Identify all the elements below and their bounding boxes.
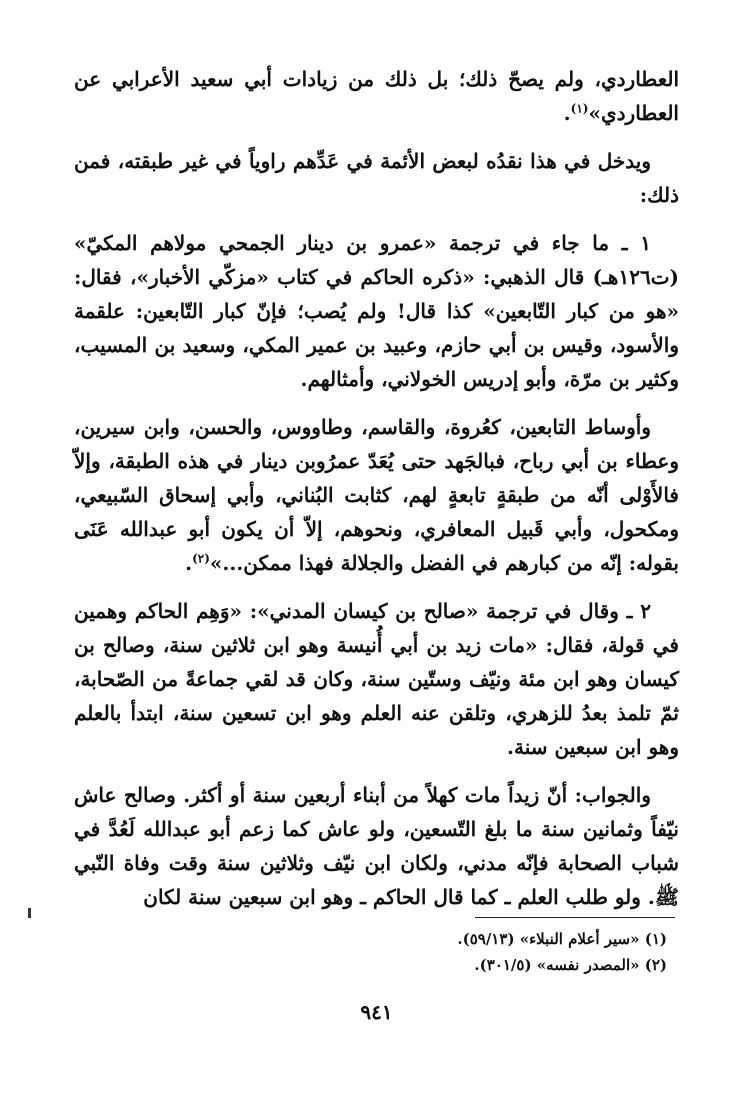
footnotes bbox=[74, 926, 667, 978]
footnote-2-text: «المصدر نفسه» (٣٠١/٥). bbox=[474, 956, 640, 974]
paragraph-6: والجواب: أنّ زيداً مات كهلاً من أبناء أربعين سنة أو أكثر. وصالح عاش نيّفاً وثمانين سنة ما بلغ التّسعين، ولو عاش كما زعم أبو عبدالله لَعُدَّ في شباب الصحابة فإنّه مدني، ولكان ابن نيّف وثلاثين سنة وقت وفاة النّبي ﷺ. ولو طلب العلم ـ كما قال الحاكم ـ وهو ابن سبعين سنة لكان bbox=[74, 783, 679, 909]
paragraph-2: ويدخل في هذا نقدُه لبعض الأئمة في عَدِّهم راوياً في غير طبقته، فمن ذلك: bbox=[74, 149, 679, 207]
paragraph-1 bbox=[74, 62, 679, 130]
paragraph-4-tail: . bbox=[185, 551, 193, 575]
paragraph-3: ١ ـ ما جاء في ترجمة «عمرو بن دينار الجمحي مولاهم المكيّ» (ت١٢٦هـ) قال الذهبي: «ذكره الحاكم في كتاب «مزكّي الأخبار»، فقال: «هو من كبار التّابعين» كذا قال! ولم يُصب؛ فإنّ كبار التّابعين: علقمة والأسود، وقيس بن أبي حازم، وعبيد بن عمير المكي، وسعيد بن المسيب، وكثير بن مرّة، وأبو إدريس الخولاني، وأمثالهم. bbox=[74, 231, 679, 391]
paragraph-1-tail: . bbox=[563, 101, 571, 125]
margin-mark bbox=[28, 908, 31, 918]
paragraph-1-text: العطاردي، ولم يصحّ ذلك؛ بل ذلك من زيادات أبي سعيد الأعرابي عن العطاردي» bbox=[74, 67, 679, 125]
footnote-1-number: (١) bbox=[644, 930, 667, 948]
footnote-ref-1[interactable]: (١) bbox=[570, 101, 589, 116]
footnote-2 bbox=[74, 952, 667, 978]
page-number: ٩٤١ bbox=[360, 1000, 393, 1024]
footnote-1-text: «سير أعلام النبلاء» (٥٩/١٣). bbox=[457, 930, 640, 948]
footnote-2-number: (٢) bbox=[644, 956, 667, 974]
paragraph-5: ٢ ـ وقال في ترجمة «صالح بن كيسان المدني»: «وَهِم الحاكم وهمين في قولة، فقال: «مات زيد بن أبي أُنيسة وهو ابن ثلاثين سنة، وصالح بن كيسان وهو ابن مئة ونيّف وستّين سنة، وكان قد لقي جماعةً من الصّحابة، ثمّ تلمذ بعدُ للزهري، وتلقن عنه العلم وهو ابن تسعين سنة، ابتدأ بالعلم وهو ابن سبعين سنة. bbox=[74, 599, 679, 759]
footnote-divider bbox=[475, 917, 675, 918]
paragraph-4-text: وأوساط التابعين، كعُروة، والقاسم، وطاووس، والحسن، وابن سيرين، وعطاء بن أبي رباح، فبالجَهد حتى يُعَدّ عمرُوبن دينار في هذه الطبقة، وإلاّ فالأَوْلى أنّه من طبقةٍ تابعةٍ لهم، كثابت البُناني، وأبي إسحاق السّبيعي، ومكحول، وأبي قَبيل المعافري، ونحوهم، إلاّ أن يكون أبو عبدالله عَنَى بقوله: إنّه من كبارهم في الفضل والجلالة فهذا ممكن...» bbox=[74, 415, 679, 575]
footnote-ref-2[interactable]: (٢) bbox=[192, 551, 210, 566]
paragraph-4 bbox=[74, 410, 679, 580]
footnote-1 bbox=[74, 926, 667, 952]
